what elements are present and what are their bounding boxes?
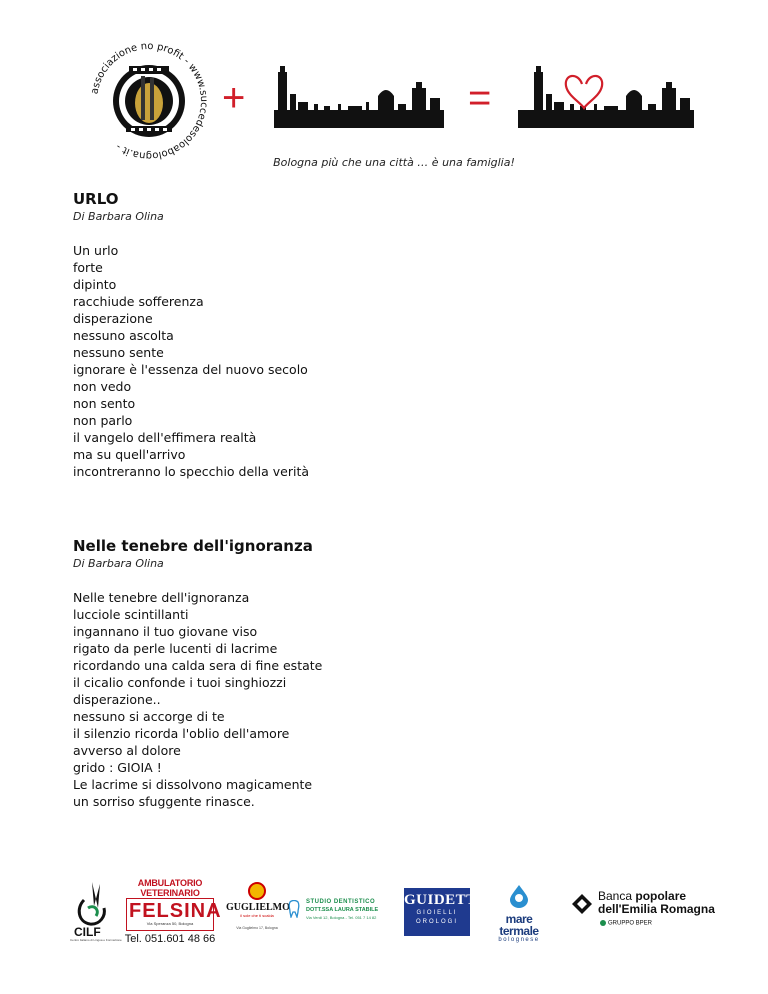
water-drop-icon: [508, 884, 530, 908]
poem-line: nessuno sente: [73, 345, 164, 360]
heart-icon: [566, 76, 602, 108]
dental-studio-logo: [288, 896, 396, 936]
poem-line: non sento: [73, 396, 136, 411]
association-logo: [84, 36, 214, 166]
poem-line: avverso al dolore: [73, 743, 181, 758]
poem-author: Di Barbara Olina: [73, 210, 164, 223]
bper-logo: [570, 888, 715, 932]
poem-line: grido : GIOIA !: [73, 760, 162, 775]
vet-phone: Tel. 051.601 48 66: [124, 933, 216, 945]
vet-name-box: [126, 898, 222, 931]
tooth-icon: [288, 900, 300, 918]
dental-line2: DOTT.SSA LAURA STABILE: [306, 907, 379, 913]
cilf-emblem-icon: [70, 878, 116, 942]
poem-urlo: [73, 189, 309, 480]
guglielmo-address: Via Guglielmo 17, Bologna: [236, 926, 278, 930]
poem-line: Un urlo: [73, 243, 119, 258]
poem-line: nessuno ascolta: [73, 328, 174, 343]
poem-title: URLO: [73, 190, 119, 208]
guidetti-line3: OROLOGI: [415, 919, 458, 925]
vet-clinic-logo: [120, 878, 222, 945]
poem-line: incontreranno lo specchio della verità: [73, 464, 310, 479]
bper-line2: dell'Emilia Romagna: [598, 902, 715, 916]
poem-line: racchiude sofferenza: [73, 294, 204, 309]
equals-sign: =: [468, 76, 492, 120]
poem-line: nessuno si accorge di te: [73, 709, 225, 724]
poem-line: rigato da perle lucenti di lacrime: [73, 641, 278, 656]
dental-line3: Via Verdi 12, Bologna - Tel. 051 7 14 82: [306, 915, 377, 920]
poem-line: Nelle tenebre dell'ignoranza: [73, 590, 250, 605]
poem-line: Le lacrime si dissolvono magicamente: [73, 777, 313, 792]
poem-line: ingannano il tuo giovane viso: [73, 624, 258, 639]
poem-line: il cicalio confonde i tuoi singhiozzi: [73, 675, 287, 690]
bologna-skyline-icon: [274, 66, 444, 128]
vet-address: Via Speranza 50, Bologna: [146, 921, 194, 926]
plus-sign: +: [222, 76, 246, 120]
cilf-logo: [70, 878, 122, 942]
guidetti-name: GUIDETTI: [404, 892, 484, 908]
bper-group: GRUPPO BPER: [600, 920, 652, 927]
association-logo-emblem: [84, 36, 214, 166]
poem-line: ricordando una calda sera di fine estate: [73, 658, 323, 673]
poem-line: non vedo: [73, 379, 132, 394]
poem-line: non parlo: [73, 413, 133, 428]
poem-line: forte: [73, 260, 103, 275]
dental-line1: STUDIO DENTISTICO: [306, 899, 376, 905]
poem-body: [73, 242, 309, 480]
guglielmo-sub: il sole che ti scalda: [240, 913, 274, 918]
poem-line: disperazione: [73, 311, 153, 326]
poem-title: Nelle tenebre dell'ignoranza: [73, 537, 313, 555]
mare-termale-logo: [488, 884, 550, 944]
guidetti-logo: [404, 888, 484, 936]
poem-line: ma su quell'arrivo: [73, 447, 186, 462]
poem-line: dipinto: [73, 277, 117, 292]
svg-text:associazione no profit - www.s: associazione no profit - www.succedesoloabologna.it -: [89, 40, 210, 162]
guglielmo-name: GUGLIELMO: [226, 902, 290, 913]
bper-group-icon: [600, 920, 606, 926]
sun-icon: [248, 882, 266, 900]
poem-line: il vangelo dell'effimera realtà: [73, 430, 257, 445]
mare-termale-name: mare termale: [499, 912, 539, 938]
poem-author: Di Barbara Olina: [73, 557, 164, 570]
bper-diamond-icon: [572, 894, 592, 914]
mare-termale-sub: bolognese: [498, 937, 540, 943]
vet-line1: AMBULATORIO VETERINARIO: [137, 878, 203, 898]
poem-line: un sorriso sfuggente rinasce.: [73, 794, 255, 809]
bper-line1: Banca popolare: [598, 889, 687, 903]
vet-line2: FELSINA: [129, 900, 222, 922]
bologna-skyline-heart-icon: [518, 66, 694, 128]
poem-line: lucciole scintillanti: [73, 607, 189, 622]
cilf-tagline: Centro Italiano di Lingua e Formazione: [70, 938, 122, 942]
poem-line: ignorare è l'essenza del nuovo secolo: [73, 362, 308, 377]
svg-text:CILF: CILF: [74, 925, 101, 939]
poem-body: [73, 589, 322, 810]
tagline: Bologna più che una città … è una famiglia!: [273, 156, 515, 169]
poem-line: il silenzio ricorda l'oblio dell'amore: [73, 726, 290, 741]
guidetti-line2: GIOIELLI: [416, 910, 458, 916]
guglielmo-logo: [226, 878, 288, 934]
poem-line: disperazione..: [73, 692, 161, 707]
poem-nelle-tenebre: [73, 536, 322, 810]
